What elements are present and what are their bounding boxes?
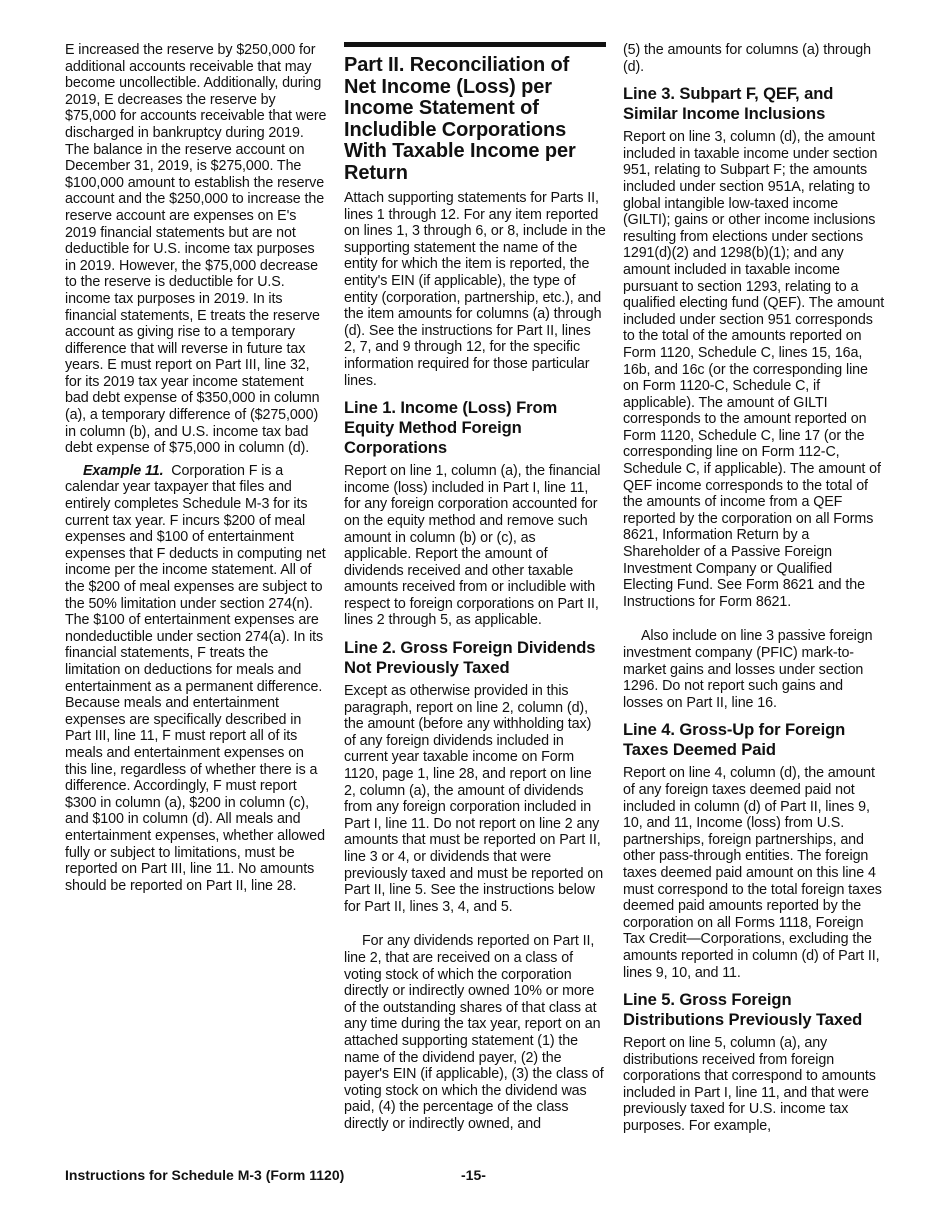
line-3-text: Report on line 3, column (d), the amount included in taxable income under section 951, relating to Subpart F; the amounts included under section 951A, relating to global intangible low-taxed income (GILTI); gains or other income inclusions resulting from elections under sections 1291(d)(2) and 1298(b)(1); and any amount included in taxable income pursuant to section 1293, relating to a qualified electing fund (QEF). The amount included under section 951 corresponds to the total of the amounts reported on Form 1120, Schedule C, lines 15, 16a, 16b, and 16c (or the corresponding line on Form 1120-C, Schedule C, if applicable). The amount of GILTI corresponds to the amount reported on Form 1120, Schedule C, line 17 (or the corresponding line on Form 112-C, Schedule C, if applicable). The amount of QEF income corresponds to the total of the amounts of income from a QEF reported by the corporation on all Forms 8621, Information Return by a Shareholder of a Passive Foreign Investment Company or Qualified Electing Fund. See Form 8621 and the Instructions for Form 8621.	[623, 129, 885, 610]
line-2-heading: Line 2. Gross Foreign Dividends Not Previously Taxed	[344, 638, 596, 678]
part-ii-intro: Attach supporting statements for Parts II, lines 1 through 12. For any item reported on lines 1, 3 through 6, or 8, include in the supporting statement the name of the entity for which the item is reported, the entity's EIN (if applicable), the type of entity (corporation, partnership, etc.), and the item amounts for columns (a) through (d). See the instructions for Part II, lines 2, 7, and 9 through 12, for the specific information required for those particular lines.	[344, 190, 606, 389]
line-2-continuation: (5) the amounts for columns (a) through (d).	[623, 42, 871, 75]
page-number: -15-	[461, 1167, 486, 1183]
line-4-text: Report on line 4, column (d), the amount of any foreign taxes deemed paid not included in column (d) of Part II, lines 9, 10, and 11, Income (loss) from U.S. partnerships, foreign partnerships, and other pass-through entities. The foreign taxes deemed paid amount on this line 4 must correspond to the total foreign taxes deemed paid amounts reported by the corporation on all Forms 1118, Foreign Tax Credit—Corporations, excluding the amounts reported in column (d) of Part II, lines 9, 10, and 11.	[623, 765, 882, 981]
line-1-text: Report on line 1, column (a), the financial income (loss) included in Part I, line 11, for any foreign corporation accounted for on the equity method and remove such amount in column (b) or (c), as applicable. Report the amount of dividends received and other taxable amounts received from or includible with respect to foreign corporations on Part II, lines 2 through 5, as applicable.	[344, 463, 601, 629]
line-5-text: Report on line 5, column (a), any distributions received from foreign corporations that correspond to amounts included in Part I, line 11, and that were previously taxed for U.S. income tax purposes. For example,	[623, 1035, 876, 1135]
line-1-heading: Line 1. Income (Loss) From Equity Method Foreign Corporations	[344, 398, 558, 458]
example-11-label: Example 11.	[83, 462, 164, 479]
example-11-paragraph	[65, 463, 327, 894]
line-3-text-continued: Also include on line 3 passive foreign investment company (PFIC) mark-to-market gains and losses under section 1296. Do not report such gains and losses on Part II, line 16.	[623, 628, 873, 711]
line-2-text-continued: For any dividends reported on Part II, line 2, that are received on a class of voting stock of which the corporation directly or indirectly owned 10% or more of the outstanding shares of that class at any time during the tax year, report on an attached supporting statement (1) the name of the dividend payer, (2) the payer's EIN (if applicable), (3) the class of voting stock on which the dividend was paid, (4) the percentage of the class directly or indirectly owned, and	[344, 933, 604, 1132]
example-10-continued: E increased the reserve by $250,000 for additional accounts receivable that may become uncollectible. Additionally, during 2019, E decreases the reserve by $75,000 for accounts receivable that were discharged in bankruptcy during 2019. The balance in the reserve account on December 31, 2019, is $275,000. The $100,000 amount to establish the reserve account and the $250,000 to increase the reserve account are expenses on E's 2019 financial statements but are not deductible for U.S. income tax purposes in 2019. However, the $75,000 decrease to the reserve is deductible for U.S. income tax purposes in 2019. In its financial statements, E treats the reserve account as giving rise to a temporary difference that will reverse in future tax years. E must report on Part III, line 32, for its 2019 tax year income statement bad debt expense of $350,000 in column (a), a temporary difference of ($275,000) in column (b), and U.S. income tax bad debt expense of $75,000 in column (d).	[65, 42, 327, 457]
line-3-heading: Line 3. Subpart F, QEF, and Similar Income Inclusions	[623, 84, 834, 124]
column-right	[623, 42, 885, 1135]
line-2-text: Except as otherwise provided in this paragraph, report on line 2, column (d), the amount (before any withholding tax) of any foreign dividends included in current year taxable income on Form 1120, page 1, line 28, and report on line 2, column (a), the amount of dividends from any foreign corporation included in Part I, line 11. Do not report on line 2 any amounts that must be reported on Part II, line 3 or 4, or dividends that were previously taxed and must be reported on Part II, line 5. See the instructions below for Part II, lines 3, 4, and 5.	[344, 683, 604, 915]
line-5-heading: Line 5. Gross Foreign Distributions Previously Taxed	[623, 990, 863, 1030]
footer-document-title: Instructions for Schedule M-3 (Form 1120)	[65, 1167, 345, 1183]
example-11-text: Corporation F is a calendar year taxpayer that files and entirely completes Schedule M-3 for its current tax year. F incurs $200 of meal expenses and $100 of entertainment expenses that F deducts in computing net income per the income statement. All of the $200 of meal expenses are subject to the 50% limitation under section 274(n). The $100 of entertainment expenses are nondeductible under section 274(a). In its financial statements, F treats the limitation on deductions for meals and entertainment as a permanent difference. Because meals and entertainment expenses are specifically described in Part III, line 11, F must report all of its meals and entertainment expenses on this line, regardless of whether there is a difference. Accordingly, F must report $300 in column (a), $200 in column (c), and $100 in column (d). All meals and entertainment expenses, whether allowed fully or subject to limitations, must be reported on Part III, line 11. No amounts should be reported on Part II, line 28.	[65, 462, 326, 894]
part-ii-heading: Part II. Reconciliation of Net Income (Loss) per Income Statement of Includible Corporations With Taxable Income per Return	[344, 42, 606, 184]
column-middle	[344, 42, 606, 1133]
line-4-heading: Line 4. Gross-Up for Foreign Taxes Deemed Paid	[623, 720, 846, 760]
column-left	[65, 42, 327, 894]
